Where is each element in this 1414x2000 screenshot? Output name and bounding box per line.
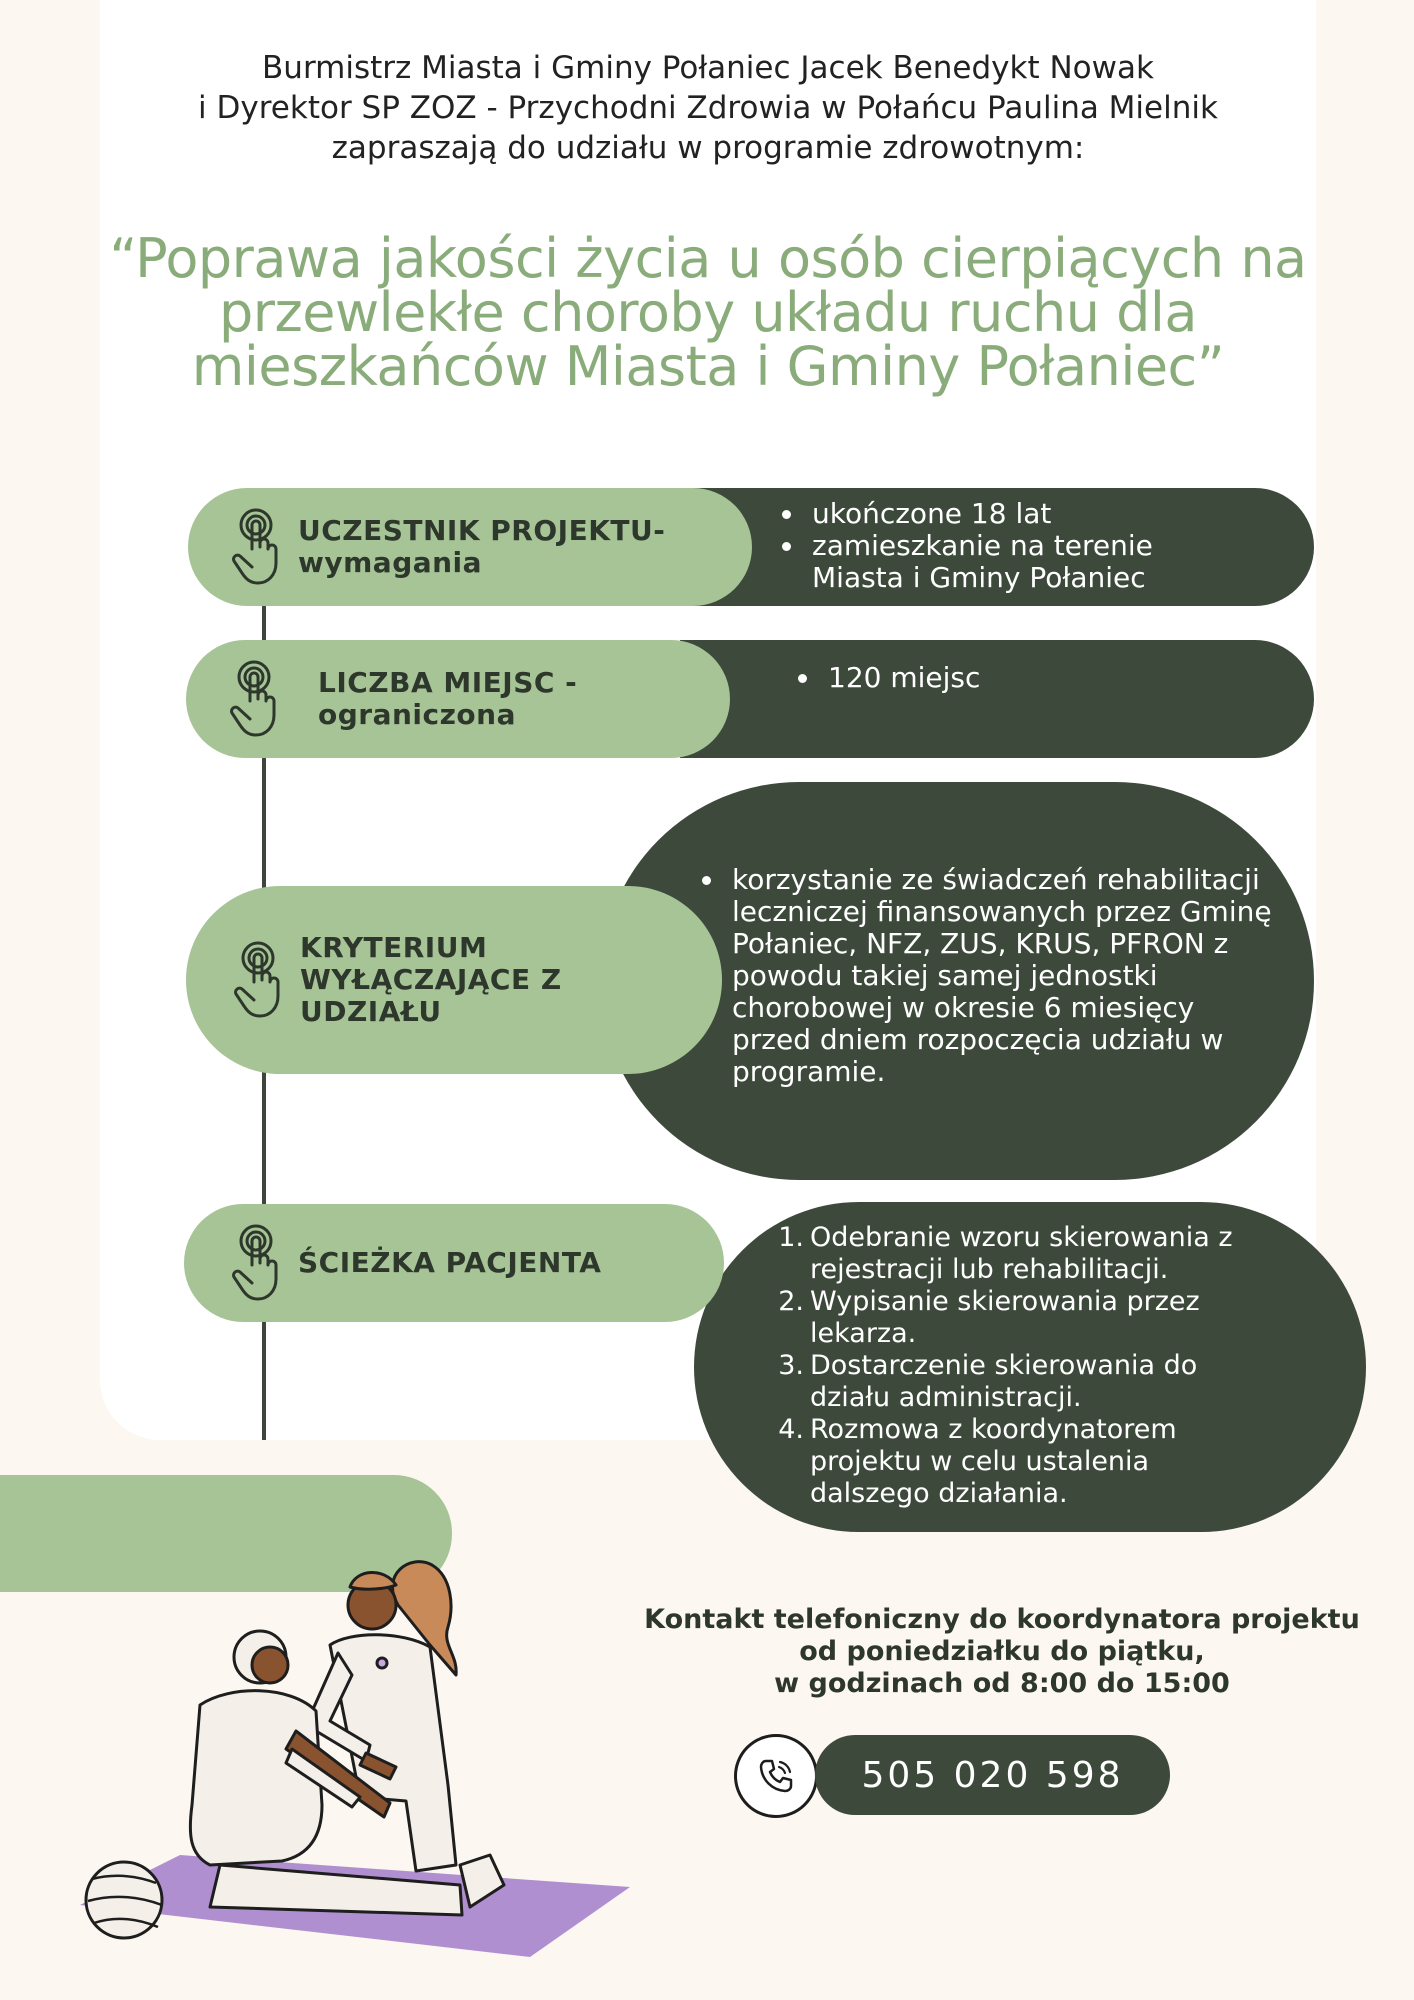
title-line: przewlekłe choroby układu ruchu dla <box>218 281 1198 344</box>
intro-text <box>100 48 1316 168</box>
touch-hand-icon <box>230 507 290 587</box>
participant-requirements-header <box>188 488 752 606</box>
list-item: ukończone 18 lat <box>776 498 1236 530</box>
intro-line: i Dyrektor SP ZOZ - Przychodni Zdrowia w Połańcu Paulina Mielnik <box>198 90 1218 126</box>
patient-path-panel <box>694 1202 1366 1532</box>
places-details-panel <box>680 640 1314 758</box>
places-limit-header <box>186 640 730 758</box>
phone-icon-badge <box>734 1734 818 1818</box>
rehabilitation-illustration <box>60 1535 640 1975</box>
list-item: zamieszkanie na terenie Miasta i Gminy Połaniec <box>776 530 1236 594</box>
exclusion-criteria-header <box>186 886 722 1074</box>
section-label: LICZBA MIEJSC - ograniczona <box>318 666 578 731</box>
therapist-figure <box>306 1562 456 1871</box>
section-label: UCZESTNIK PROJEKTU- wymagania <box>298 514 666 579</box>
phone-number[interactable]: 505 020 598 <box>815 1735 1170 1815</box>
list-item: korzystanie ze świadczeń rehabilitacji leczniczej finansowanych przez Gminę Połaniec, NFZ, ZUS, KRUS, PFRON z powodu takiej samej jednostki chorobowej w okresie 6 miesięcy przed dniem rozpoczęcia udziału w programie. <box>696 864 1282 1088</box>
intro-line: zapraszają do udziału w programie zdrowotnym: <box>331 130 1085 166</box>
touch-hand-icon <box>228 659 288 739</box>
list-item: Dostarczenie skierowania do działu administracji. <box>810 1350 1198 1413</box>
section-label: KRYTERIUM WYŁĄCZAJĄCE Z UDZIAŁU <box>300 931 562 1028</box>
section-label: ŚCIEŻKA PACJENTA <box>298 1246 602 1279</box>
touch-hand-icon <box>232 940 292 1020</box>
patient-path-header <box>184 1204 724 1322</box>
program-title <box>100 227 1316 398</box>
exercise-ball <box>86 1862 162 1938</box>
list-item: Odebranie wzoru skierowania z rejestracji lub rehabilitacji. <box>810 1222 1233 1285</box>
list-item: 120 miejsc <box>792 662 1252 694</box>
contact-line: w godzinach od 8:00 do 15:00 <box>774 1668 1230 1699</box>
touch-hand-icon <box>230 1223 290 1303</box>
contact-line: Kontakt telefoniczny do koordynatora projektu <box>644 1604 1360 1635</box>
participant-details-panel <box>680 488 1314 606</box>
contact-info <box>630 1604 1374 1700</box>
list-item: Rozmowa z koordynatorem projektu w celu ustalenia dalszego działania. <box>810 1414 1177 1509</box>
intro-line: Burmistrz Miasta i Gminy Połaniec Jacek Benedykt Nowak <box>262 50 1154 86</box>
phone-icon <box>756 1756 796 1796</box>
title-line: mieszkańców Miasta i Gminy Połaniec” <box>191 335 1225 398</box>
list-item: Wypisanie skierowania przez lekarza. <box>810 1286 1200 1349</box>
title-line: “Poprawa jakości życia u osób cierpiących na <box>109 227 1307 290</box>
contact-line: od poniedziałku do piątku, <box>799 1636 1205 1667</box>
